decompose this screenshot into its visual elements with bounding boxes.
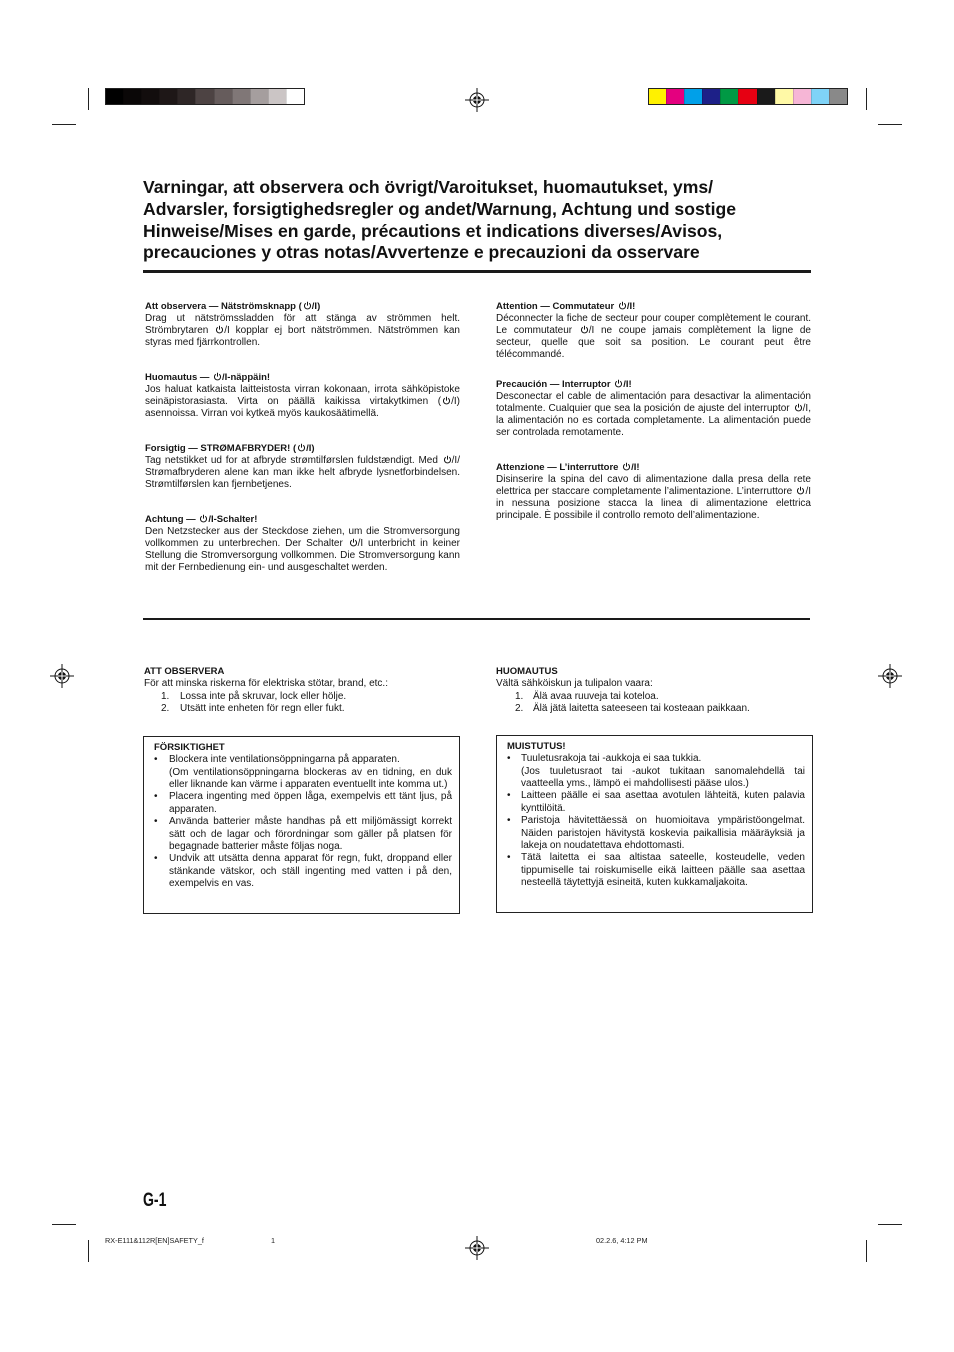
heading-text: /I-Schalter!	[208, 514, 258, 525]
warning-german	[145, 514, 460, 574]
process-color-swatch	[757, 89, 775, 104]
title-line: Advarsler, forsigtighedsregler og andet/Warnung, Achtung und sostige	[143, 198, 737, 219]
grayscale-color-bar	[105, 88, 305, 105]
bullet-note: (Jos tuuletusraot tai -aukot tukitaan sanomalehdellä tai vaatteella yms., lämpö ei mahdollisesti pääse ulos.)	[521, 765, 805, 790]
page-title	[143, 177, 813, 264]
process-color-swatch	[775, 89, 793, 104]
warning-body	[145, 526, 460, 574]
numbered-item	[144, 703, 459, 715]
title-divider	[143, 270, 811, 273]
grayscale-swatch	[159, 89, 177, 104]
standby-icon	[580, 325, 589, 334]
grayscale-swatch	[177, 89, 195, 104]
warning-italian	[496, 462, 811, 522]
bullet-text-block	[521, 790, 805, 815]
heading-text: Precaución — Interruptor	[496, 379, 614, 390]
crop-mark	[878, 124, 902, 125]
warning-heading	[145, 514, 460, 526]
bullet-item	[154, 816, 452, 853]
warning-body	[145, 313, 460, 349]
heading-text: /I!	[623, 379, 632, 390]
item-text: Utsätt inte enheten för regn eller fukt.	[180, 703, 345, 715]
body-text: /I ne coupe jamais complètement la ligne de secteur, quelle que soit sa position. Le courant peut être télécommandé.	[496, 325, 811, 360]
item-number: 2.	[161, 703, 170, 715]
body-text: Tag netstikket ud for at afbryde strømtilførslen fuldstændigt. Med	[145, 455, 442, 466]
numbered-item	[144, 691, 459, 703]
registration-mark-icon	[465, 88, 489, 112]
title-line: Hinweise/Mises en garde, précautions et indications diverses/Avisos,	[143, 220, 723, 241]
bullet: •	[154, 754, 158, 766]
bullet-item	[154, 754, 452, 791]
notice-intro: Vältä sähköiskun ja tulipalon vaara:	[496, 678, 653, 690]
process-color-bar	[648, 88, 848, 105]
bullet-item	[154, 791, 452, 816]
process-color-swatch	[649, 89, 666, 104]
numbered-item	[496, 691, 811, 703]
item-text: Lossa inte på skruvar, lock eller hölje.	[180, 690, 347, 702]
standby-icon	[199, 514, 208, 523]
bullet-item	[507, 790, 805, 815]
standby-icon	[297, 443, 306, 452]
grayscale-swatch	[123, 89, 141, 104]
warning-heading	[145, 372, 460, 384]
heading-text: Huomautus —	[145, 372, 213, 383]
notice-intro: För att minska riskerna för elektriska stötar, brand, etc.:	[144, 678, 388, 690]
bullet: •	[507, 815, 511, 827]
standby-icon	[303, 301, 312, 310]
heading-text: /I-näppäin!	[222, 372, 271, 383]
bullet-item	[507, 753, 805, 790]
warning-danish	[145, 443, 460, 491]
bullet-text-block	[521, 753, 805, 790]
bullet-text: Laitteen päälle ei saa asettaa avotulen lähteitä, kuten palavia kynttilöitä.	[521, 790, 805, 814]
warning-body	[145, 455, 460, 491]
standby-icon	[618, 301, 627, 310]
grayscale-swatch	[195, 89, 213, 104]
warning-finnish	[145, 372, 460, 420]
standby-icon	[794, 403, 803, 412]
item-number: 1.	[161, 690, 170, 702]
registration-mark-icon	[465, 1236, 489, 1260]
bullet-text-block	[169, 791, 452, 816]
warning-spanish	[496, 379, 811, 439]
process-color-swatch	[684, 89, 702, 104]
warning-body	[496, 313, 811, 361]
notice-swedish	[144, 666, 459, 716]
bullet: •	[154, 853, 158, 865]
bullet-text-block	[521, 815, 805, 852]
standby-icon	[442, 396, 451, 405]
bullet: •	[507, 790, 511, 802]
warning-swedish	[145, 301, 460, 349]
warning-french	[496, 301, 811, 361]
bullet: •	[507, 753, 511, 765]
title-line: Varningar, att observera och övrigt/Varoitukset, huomautukset, yms/	[143, 177, 714, 197]
body-text: /I/ Strømafbryderen alene kan man ikke helt afbryde lysnetforbindelsen. Strømtilførslen kan fjernbetjenes.	[145, 455, 460, 490]
heading-text: /I!	[631, 462, 640, 473]
bullet-text-block	[521, 852, 805, 889]
body-text: /I, la alimentación no es cortada completamente. La alimentación puede ser controlada remotamente.	[496, 403, 811, 438]
body-text: Desconectar el cable de alimentación para desactivar la alimentación totalmente. Cualquier que sea la posición de ajuste del interruptor	[496, 391, 811, 414]
section-divider	[143, 618, 810, 620]
bullet-text-block	[169, 816, 452, 853]
standby-icon	[215, 325, 224, 334]
body-text: Déconnecter la fiche de secteur pour couper complètement le courant. Le commutateur	[496, 313, 811, 336]
bullet-text: Blockera inte ventilationsöppningarna på apparaten.	[169, 754, 400, 766]
bullet: •	[154, 816, 158, 828]
crop-mark	[88, 88, 89, 110]
body-text: Den Netzstecker aus der Steckdose ziehen, um die Stromversorgung vollkommen zu unterbrechen. Der Schalter	[145, 526, 460, 549]
heading-text: Att observera — Nätströmsknapp (	[145, 301, 302, 312]
caution-box-swedish	[143, 736, 460, 914]
grayscale-swatch	[286, 89, 304, 104]
warning-heading	[496, 379, 811, 391]
standby-icon	[443, 455, 452, 464]
grayscale-swatch	[268, 89, 286, 104]
bullet: •	[507, 852, 511, 864]
process-color-swatch	[738, 89, 756, 104]
grayscale-swatch	[232, 89, 250, 104]
bullet: •	[154, 791, 158, 803]
warning-heading	[496, 301, 811, 313]
process-color-swatch	[793, 89, 811, 104]
crop-mark	[88, 1240, 89, 1262]
body-text: /I unterbricht in keiner Stellung die Stromversorgung vollkommen. Die Stromversorgung kann mit der Fernbedienung ein- und ausgeschaltet werden.	[145, 538, 460, 573]
process-color-swatch	[720, 89, 738, 104]
process-color-swatch	[702, 89, 720, 104]
process-color-swatch	[666, 89, 684, 104]
heading-text: Achtung —	[145, 514, 199, 525]
item-text: Älä jätä laitetta sateeseen tai kosteaan paikkaan.	[533, 703, 750, 715]
caution-heading: FÖRSIKTIGHET	[154, 741, 225, 753]
footer-filename: RX-E111&112R[EN]SAFETY_f	[105, 1236, 204, 1245]
process-color-swatch	[829, 89, 847, 104]
crop-mark	[52, 124, 76, 125]
footer-page: 1	[271, 1236, 276, 1245]
warning-body	[496, 474, 811, 522]
process-color-swatch	[811, 89, 829, 104]
body-text: /I in nessuna posizione stacca la linea di alimentazione elettrica principale. È possibile il controllo remoto dell’alimentazione.	[496, 486, 811, 521]
heading-text: Attention — Commutateur	[496, 301, 617, 312]
notice-heading: HUOMAUTUS	[496, 666, 558, 677]
caution-heading: MUISTUTUS!	[507, 740, 566, 752]
bullet-text-block	[169, 853, 452, 890]
registration-mark-icon	[50, 664, 74, 688]
notice-finnish	[496, 666, 811, 716]
standby-icon	[213, 372, 222, 381]
bullet-note: (Om ventilationsöppningarna blockeras av en tidning, en duk eller liknande kan värme i apparaten eventuellt inte komma ut.)	[169, 766, 452, 791]
bullet-text: Undvik att utsätta denna apparat för regn, fukt, droppand eller stänkande vätskor, och ställ ingenting med vatten i på den, exempelvis en vas.	[169, 853, 452, 890]
caution-box-finnish	[496, 735, 813, 913]
bullet-text: Tätä laitetta ei saa altistaa sateelle, kosteudelle, veden tippumiselle tai roiskumiselle eikä laitteen päälle saa asettaa nesteellä täytettyjä esineitä, kuten kukkamaljakoita.	[521, 852, 805, 889]
heading-text: Attenzione — L’interruttore	[496, 462, 622, 473]
body-text: /I) asennoissa. Virran voi kytkeä myös kaukosäätimellä.	[145, 396, 460, 419]
warning-heading	[496, 462, 811, 474]
bullet-text-block	[169, 754, 452, 791]
crop-mark	[866, 1240, 867, 1262]
heading-text: /I)	[306, 443, 315, 454]
standby-icon	[614, 379, 623, 388]
body-text: Jos haluat katkaista laitteistosta virran kokonaan, irrota sähköpistoke seinäpistorasiasta. Virta on päällä kaikissa virtakytkimen (	[145, 384, 460, 407]
item-number: 1.	[515, 690, 524, 702]
standby-icon	[349, 538, 358, 547]
notice-heading: ATT OBSERVERA	[144, 666, 225, 677]
registration-mark-icon	[878, 664, 902, 688]
bullet-item	[507, 852, 805, 889]
warning-body	[145, 384, 460, 420]
grayscale-swatch	[141, 89, 159, 104]
bullet-text: Tuuletusrakoja tai -aukkoja ei saa tukkia.	[521, 753, 702, 765]
body-text: /I kopplar ej bort nätströmmen. Nätströmmen kan styras med fjärrkontrollen.	[145, 325, 460, 348]
numbered-item	[496, 703, 811, 715]
heading-text: /I!	[626, 301, 636, 312]
crop-mark	[866, 88, 867, 110]
heading-text: Forsigtig — STRØMAFBRYDER! (	[145, 443, 297, 454]
heading-text: /I)	[311, 301, 321, 312]
crop-mark	[52, 1224, 76, 1225]
standby-icon	[622, 462, 631, 471]
body-text: Drag ut nätströmssladden för att stänga av strömmen helt. Strömbrytaren	[145, 313, 460, 336]
bullet-text: Paristoja hävitettäessä on huomioitava ympäristöongelmat. Näiden paristojen hävitystä koskevia paikallisia määräyksiä ja lakeja on noudatettava ehdottomasti.	[521, 815, 805, 852]
warning-heading	[145, 443, 460, 455]
grayscale-swatch	[214, 89, 232, 104]
grayscale-swatch	[250, 89, 268, 104]
bullet-item	[507, 815, 805, 852]
grayscale-swatch	[106, 89, 123, 104]
footer-timestamp: 02.2.6, 4:12 PM	[596, 1236, 648, 1245]
body-text: Disinserire la spina del cavo di alimentazione dalla presa della rete elettrica per staccare completamente l’alimentazione. L’interruttore	[496, 474, 811, 497]
bullet-text: Placera ingenting med öppen låga, exempelvis ett tänt ljus, på apparaten.	[169, 791, 452, 815]
item-text: Älä avaa ruuveja tai koteloa.	[533, 690, 659, 702]
warning-heading	[145, 301, 460, 313]
crop-mark	[878, 1224, 902, 1225]
bullet-item	[154, 853, 452, 890]
item-number: 2.	[515, 703, 524, 715]
warning-body	[496, 391, 811, 439]
title-line: precauciones y otras notas/Avvertenze e precauzioni da osservare	[143, 242, 700, 263]
bullet-text: Använda batterier måste handhas på ett miljömässigt korrekt sätt och de lagar och förordningar som gäller på platsen för begagnade batterier måste följas noga.	[169, 816, 452, 853]
page-number: G-1	[143, 1190, 167, 1211]
